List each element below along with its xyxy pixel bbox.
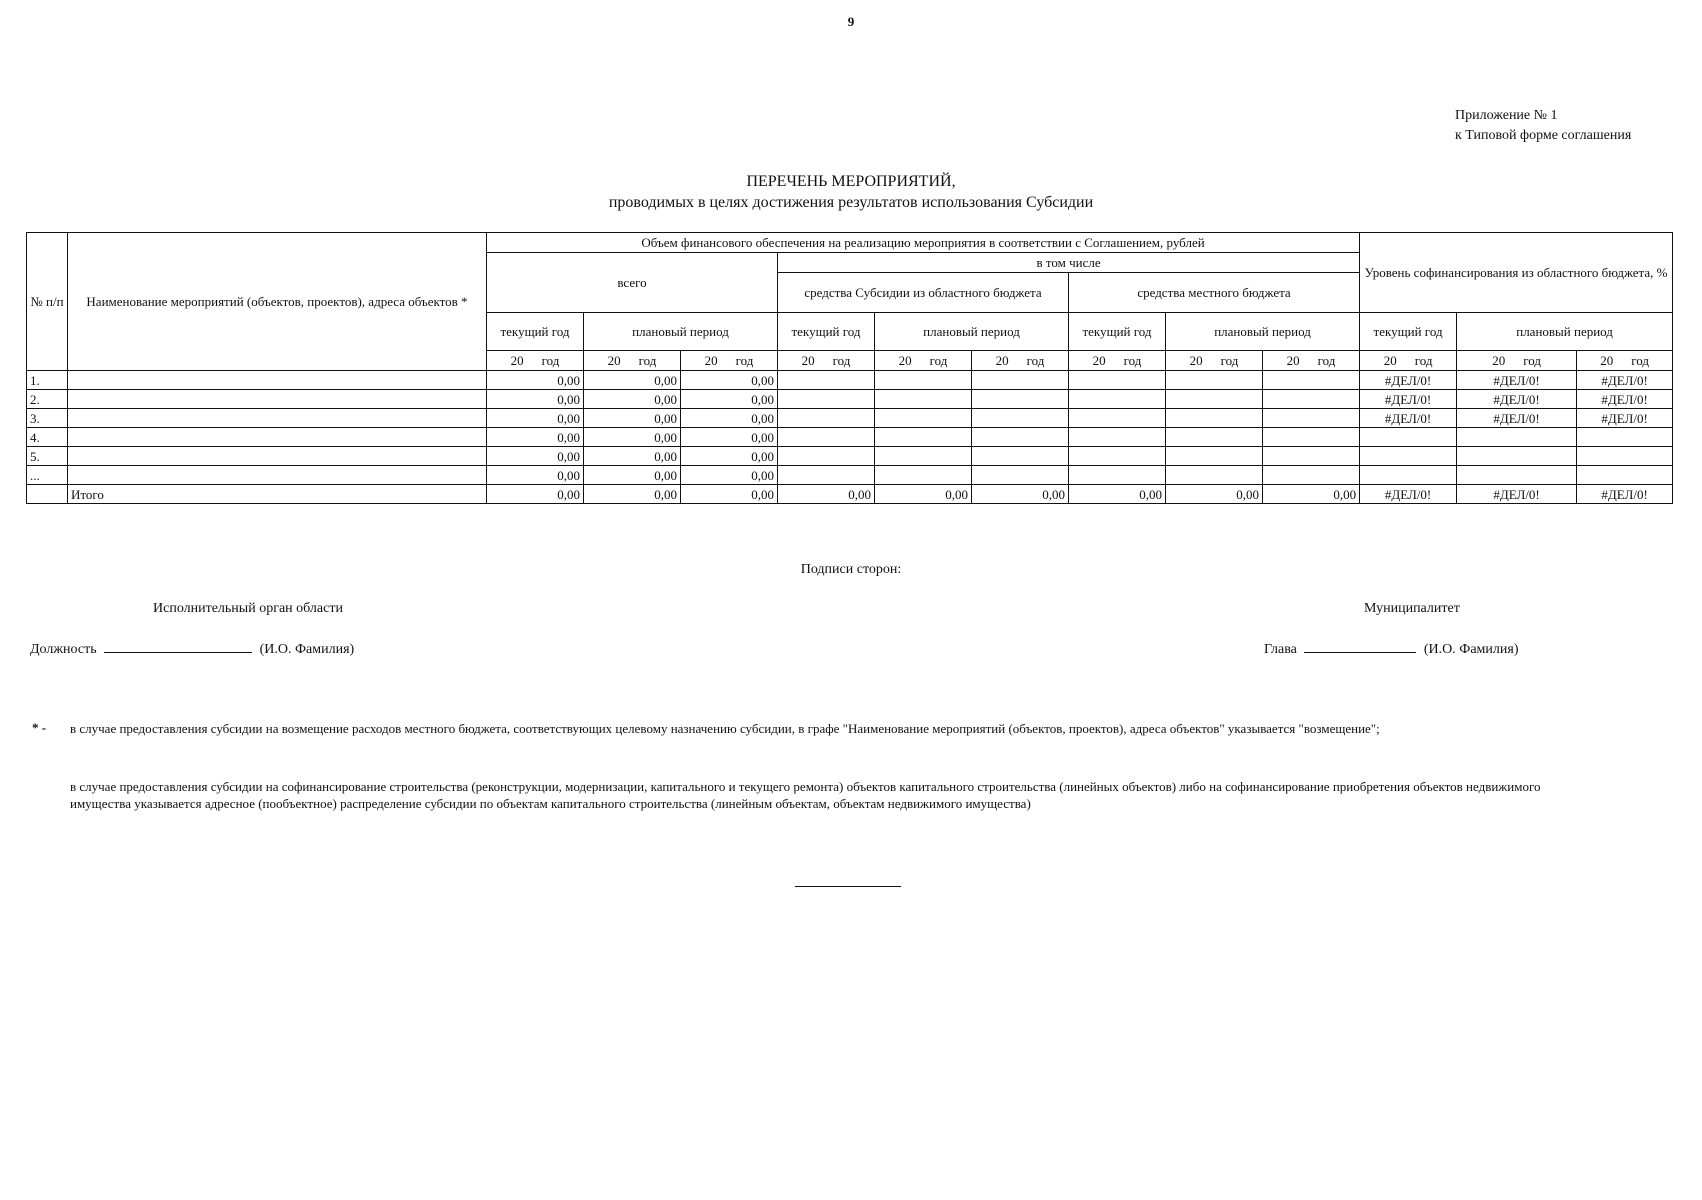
- amount-cell: [972, 447, 1069, 466]
- cofinancing-cell: [1577, 447, 1673, 466]
- header-year-cell: [584, 351, 681, 371]
- header-year-cell: [778, 351, 875, 371]
- year-suffix: год: [1414, 353, 1433, 368]
- header-year-cell: [972, 351, 1069, 371]
- header-num: № п/п: [27, 233, 68, 371]
- row-number: 1.: [27, 371, 68, 390]
- amount-cell: [875, 371, 972, 390]
- table-row: [27, 390, 1673, 409]
- row-number: 5.: [27, 447, 68, 466]
- cofinancing-cell: [1577, 466, 1673, 485]
- measures-table: [26, 232, 1673, 504]
- amount-cell: [1263, 466, 1360, 485]
- year-suffix: год: [929, 353, 948, 368]
- left-party: Исполнительный орган области: [153, 601, 343, 616]
- cofinancing-cell: #ДЕЛ/0!: [1360, 390, 1457, 409]
- appendix-note: [1455, 106, 1631, 146]
- table-row: [27, 447, 1673, 466]
- amount-cell: [875, 447, 972, 466]
- header-planned-period: плановый период: [584, 313, 778, 351]
- page-number: 9: [847, 14, 855, 29]
- footnote-marker: * -: [32, 720, 47, 735]
- amount-cell: 0,00: [1166, 485, 1263, 504]
- left-signature-line: [30, 640, 354, 658]
- header-current-year: текущий год: [778, 313, 875, 351]
- amount-cell: [972, 428, 1069, 447]
- year-prefix: 20: [510, 353, 524, 368]
- cofinancing-cell: #ДЕЛ/0!: [1457, 409, 1577, 428]
- amount-cell: [778, 390, 875, 409]
- year-suffix: год: [735, 353, 754, 368]
- cofinancing-cell: #ДЕЛ/0!: [1457, 485, 1577, 504]
- signatures-title: Подписи сторон:: [800, 562, 902, 577]
- amount-cell: 0,00: [584, 371, 681, 390]
- row-number: 4.: [27, 428, 68, 447]
- cofinancing-cell: [1457, 466, 1577, 485]
- footnote-paragraph-1: в случае предоставления субсидии на возмещение расходов местного бюджета, соответствующих целевому назначению субсидии, в графе "Наименование мероприятий (объектов, проектов), адреса объектов" указывается "возмещение";: [70, 721, 1380, 736]
- cofinancing-cell: #ДЕЛ/0!: [1457, 371, 1577, 390]
- title-line-2: проводимых в целях достижения результатов использования Субсидии: [608, 194, 1094, 211]
- year-suffix: год: [1123, 353, 1142, 368]
- right-signature-line: [1264, 640, 1518, 658]
- amount-cell: [875, 390, 972, 409]
- amount-cell: 0,00: [875, 485, 972, 504]
- header-year-cell: [875, 351, 972, 371]
- row-number: 3.: [27, 409, 68, 428]
- amount-cell: [1166, 371, 1263, 390]
- header-current-year: текущий год: [1360, 313, 1457, 351]
- header-year-cell: [1263, 351, 1360, 371]
- amount-cell: 0,00: [681, 466, 778, 485]
- amount-cell: 0,00: [584, 409, 681, 428]
- amount-cell: [1166, 428, 1263, 447]
- amount-cell: [1069, 371, 1166, 390]
- closing-divider: [795, 886, 901, 887]
- amount-cell: [972, 409, 1069, 428]
- right-party: Муниципалитет: [1364, 601, 1460, 616]
- header-year-cell: [681, 351, 778, 371]
- year-suffix: год: [1220, 353, 1239, 368]
- table-row: [27, 371, 1673, 390]
- row-name[interactable]: [68, 371, 487, 390]
- header-year-cell: [487, 351, 584, 371]
- row-name[interactable]: [68, 447, 487, 466]
- appendix-line-2: к Типовой форме соглашения: [1455, 128, 1632, 143]
- cofinancing-cell: [1577, 428, 1673, 447]
- amount-cell: 0,00: [487, 485, 584, 504]
- header-planned-period: плановый период: [875, 313, 1069, 351]
- year-suffix: год: [832, 353, 851, 368]
- cofinancing-cell: #ДЕЛ/0!: [1457, 390, 1577, 409]
- amount-cell: 0,00: [487, 428, 584, 447]
- right-signature-field[interactable]: [1304, 640, 1416, 653]
- header-year-cell: [1069, 351, 1166, 371]
- amount-cell: 0,00: [487, 409, 584, 428]
- right-position: Глава: [1264, 642, 1297, 657]
- header-local: средства местного бюджета: [1069, 273, 1360, 313]
- amount-cell: [1069, 466, 1166, 485]
- table-row: [27, 466, 1673, 485]
- row-number: ...: [27, 466, 68, 485]
- amount-cell: 0,00: [1263, 485, 1360, 504]
- left-name: (И.О. Фамилия): [259, 642, 355, 657]
- cofinancing-cell: #ДЕЛ/0!: [1360, 485, 1457, 504]
- year-prefix: 20: [995, 353, 1009, 368]
- cofinancing-cell: #ДЕЛ/0!: [1577, 390, 1673, 409]
- header-year-cell: [1166, 351, 1263, 371]
- amount-cell: [875, 428, 972, 447]
- amount-cell: [1263, 409, 1360, 428]
- amount-cell: [778, 428, 875, 447]
- header-total: всего: [487, 253, 778, 313]
- footnote-paragraph-2: в случае предоставления субсидии на софинансирование строительства (реконструкции, модернизации, капитального и текущего ремонта) объектов капитального строительства (линейных объектов) либо на софинансирование приобретения объектов недвижимого имущества указывается адресное (пообъектное) распределение субсидии по объектам капитального строительства (линейным объектам, объектам недвижимого имущества): [70, 779, 1541, 811]
- header-planned-period: плановый период: [1166, 313, 1360, 351]
- left-position: Должность: [30, 642, 97, 657]
- row-name[interactable]: [68, 390, 487, 409]
- header-planned-period: плановый период: [1457, 313, 1673, 351]
- year-prefix: 20: [1286, 353, 1300, 368]
- amount-cell: 0,00: [681, 371, 778, 390]
- amount-cell: [1166, 409, 1263, 428]
- cofinancing-cell: #ДЕЛ/0!: [1360, 409, 1457, 428]
- amount-cell: 0,00: [1069, 485, 1166, 504]
- cofinancing-cell: [1360, 428, 1457, 447]
- amount-cell: [1166, 447, 1263, 466]
- amount-cell: [778, 371, 875, 390]
- cofinancing-cell: #ДЕЛ/0!: [1577, 409, 1673, 428]
- header-current-year: текущий год: [487, 313, 584, 351]
- amount-cell: 0,00: [487, 466, 584, 485]
- amount-cell: 0,00: [681, 447, 778, 466]
- cofinancing-cell: #ДЕЛ/0!: [1577, 371, 1673, 390]
- amount-cell: 0,00: [972, 485, 1069, 504]
- appendix-line-1: Приложение № 1: [1455, 108, 1558, 123]
- year-prefix: 20: [704, 353, 718, 368]
- amount-cell: [1263, 371, 1360, 390]
- amount-cell: [1263, 428, 1360, 447]
- header-year-cell: [1360, 351, 1457, 371]
- amount-cell: [1069, 447, 1166, 466]
- row-name[interactable]: [68, 466, 487, 485]
- year-suffix: год: [1317, 353, 1336, 368]
- amount-cell: 0,00: [778, 485, 875, 504]
- amount-cell: [972, 466, 1069, 485]
- amount-cell: 0,00: [584, 447, 681, 466]
- cofinancing-cell: [1457, 447, 1577, 466]
- amount-cell: 0,00: [584, 485, 681, 504]
- year-suffix: год: [1523, 353, 1541, 368]
- header-level: Уровень софинансирования из областного бюджета, %: [1360, 233, 1673, 313]
- amount-cell: [972, 371, 1069, 390]
- year-suffix: год: [638, 353, 657, 368]
- cofinancing-cell: #ДЕЛ/0!: [1360, 371, 1457, 390]
- header-year-cell: [1577, 351, 1673, 371]
- amount-cell: [778, 466, 875, 485]
- row-number: [27, 485, 68, 504]
- amount-cell: [1263, 390, 1360, 409]
- year-prefix: 20: [1492, 353, 1506, 368]
- row-name[interactable]: [68, 409, 487, 428]
- header-name: Наименование мероприятий (объектов, проектов), адреса объектов *: [68, 233, 487, 371]
- amount-cell: [778, 409, 875, 428]
- table-row: [27, 409, 1673, 428]
- year-suffix: год: [1631, 353, 1649, 368]
- amount-cell: [1069, 390, 1166, 409]
- amount-cell: 0,00: [487, 390, 584, 409]
- header-current-year: текущий год: [1069, 313, 1166, 351]
- amount-cell: [778, 447, 875, 466]
- year-prefix: 20: [1189, 353, 1203, 368]
- amount-cell: [1166, 390, 1263, 409]
- right-name: (И.О. Фамилия): [1423, 642, 1519, 657]
- year-prefix: 20: [607, 353, 621, 368]
- amount-cell: [1069, 409, 1166, 428]
- amount-cell: [1166, 466, 1263, 485]
- year-prefix: 20: [1092, 353, 1106, 368]
- amount-cell: [875, 409, 972, 428]
- row-name[interactable]: [68, 428, 487, 447]
- cofinancing-cell: [1457, 428, 1577, 447]
- year-prefix: 20: [898, 353, 912, 368]
- year-suffix: год: [1026, 353, 1045, 368]
- year-prefix: 20: [1383, 353, 1397, 368]
- amount-cell: [1263, 447, 1360, 466]
- amount-cell: 0,00: [681, 390, 778, 409]
- left-signature-field[interactable]: [104, 640, 252, 653]
- amount-cell: [1069, 428, 1166, 447]
- year-prefix: 20: [801, 353, 815, 368]
- amount-cell: 0,00: [681, 428, 778, 447]
- table-row: [27, 428, 1673, 447]
- cofinancing-cell: #ДЕЛ/0!: [1577, 485, 1673, 504]
- amount-cell: [972, 390, 1069, 409]
- row-number: 2.: [27, 390, 68, 409]
- year-suffix: год: [541, 353, 560, 368]
- year-prefix: 20: [1600, 353, 1614, 368]
- amount-cell: [875, 466, 972, 485]
- amount-cell: 0,00: [487, 371, 584, 390]
- amount-cell: 0,00: [487, 447, 584, 466]
- amount-cell: 0,00: [681, 409, 778, 428]
- amount-cell: 0,00: [584, 466, 681, 485]
- header-year-cell: [1457, 351, 1577, 371]
- amount-cell: 0,00: [584, 428, 681, 447]
- header-volume: Объем финансового обеспечения на реализацию мероприятия в соответствии с Соглашением, рублей: [487, 233, 1360, 253]
- header-including: в том числе: [778, 253, 1360, 273]
- total-row: [27, 485, 1673, 504]
- amount-cell: 0,00: [681, 485, 778, 504]
- amount-cell: 0,00: [584, 390, 681, 409]
- document-title: [0, 171, 1702, 213]
- cofinancing-cell: [1360, 466, 1457, 485]
- total-label: Итого: [68, 485, 487, 504]
- header-subsidy: средства Субсидии из областного бюджета: [778, 273, 1069, 313]
- cofinancing-cell: [1360, 447, 1457, 466]
- title-line-1: ПЕРЕЧЕНЬ МЕРОПРИЯТИЙ,: [746, 173, 956, 190]
